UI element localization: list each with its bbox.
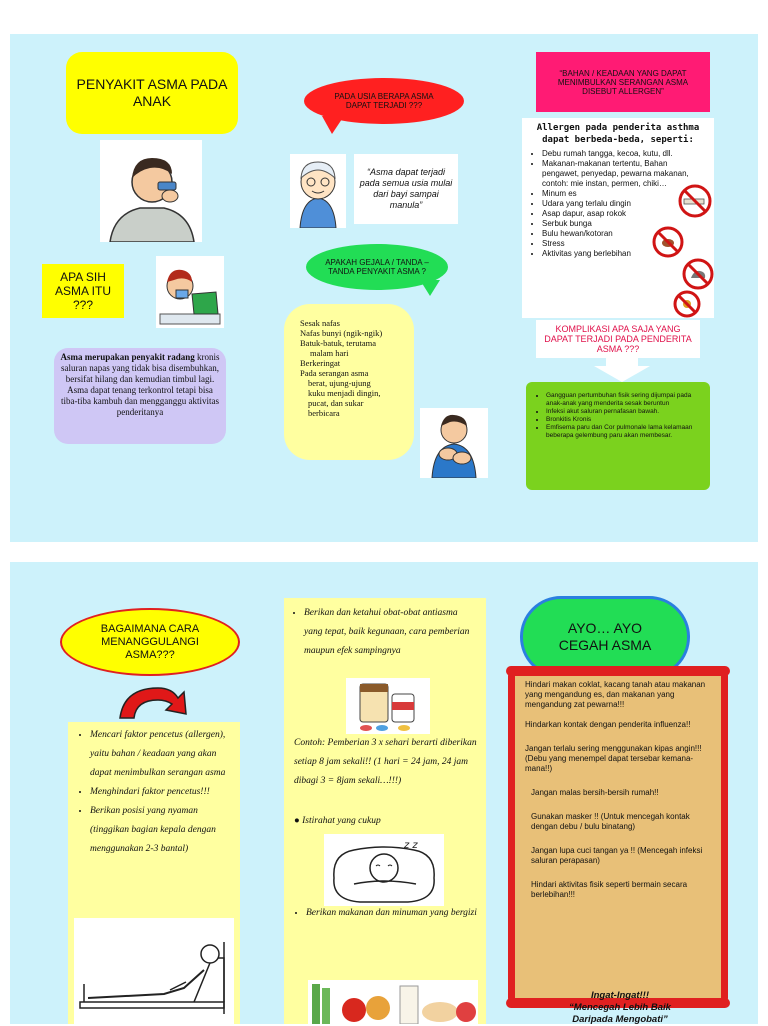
cara-box bbox=[68, 722, 240, 1024]
makanan-text: • Berikan makanan dan minuman yang bergizi bbox=[306, 904, 490, 923]
allergen-list-box bbox=[522, 118, 714, 318]
allergen-heading: Allergen pada penderita asthma dapat berbeda-beda, seperti: bbox=[536, 123, 700, 145]
symptom-line: malam hari bbox=[310, 348, 349, 358]
cegah-scroll bbox=[508, 670, 728, 1004]
cara-item: • Menghindari faktor pencetus!!! bbox=[90, 783, 234, 802]
obat-box bbox=[284, 598, 486, 1024]
symptom-line: kuku menjadi dingin, bbox=[308, 388, 381, 398]
komplikasi-item: • Bronkitis Kronis bbox=[546, 416, 702, 424]
sleeping-person-image bbox=[324, 834, 444, 906]
bagaimana-heading: BAGAIMANA CARA MENANGGULANGI ASMA??? bbox=[100, 622, 200, 661]
allergen-item: • Minum es bbox=[542, 189, 692, 199]
title-bubble bbox=[66, 52, 238, 134]
komplikasi-list bbox=[540, 392, 702, 408]
allergen-item: • Debu rumah tangga, kecoa, kutu, dll. bbox=[542, 149, 702, 159]
symptom-line: Pada serangan asma bbox=[300, 368, 369, 378]
gejala-bubble-tail bbox=[420, 280, 440, 296]
cara-item: • Berikan posisi yang nyaman (tinggikan bagian kepala dengan menggunakan 2-3 bantal) bbox=[90, 802, 234, 859]
allergen-item: • Udara yang terlalu dingin bbox=[542, 199, 692, 209]
cegah-list bbox=[525, 680, 713, 900]
cara-item: • Mencari faktor pencetus (allergen), yaitu bahan / keadaan yang akan dapat menimbulkan serangan asma bbox=[90, 726, 234, 783]
ingat-line: Ingat-Ingat!!! bbox=[590, 990, 650, 1001]
contoh-text: Contoh: Pemberian 3 x sehari berarti diberikan setiap 8 jam sekali!! (1 hari = 24 jam, 24 jam dibagi 3 = 8jam sekali…!!!) bbox=[294, 738, 477, 786]
scroll-top-curl bbox=[506, 666, 730, 676]
usia-bubble-tail bbox=[322, 116, 344, 134]
komplikasi-item: • Emfisema paru dan Cor pulmonale lama kelamaan beberapa gelembung paru akan membesar. bbox=[546, 424, 702, 440]
healthy-food-image bbox=[308, 980, 478, 1024]
grandma-image bbox=[290, 154, 346, 228]
down-arrow-icon bbox=[594, 358, 650, 382]
cegah-item: Hindari makan coklat, kacang tanah atau makanan yang mengandung es, dan makanan yang mengandung zat pewarna!!! bbox=[525, 680, 706, 709]
komplikasi-heading-box bbox=[536, 320, 700, 358]
komplikasi-sublist bbox=[540, 408, 702, 440]
obat-list bbox=[292, 604, 478, 661]
symptom-line: Batuk-batuk, terutama bbox=[300, 338, 377, 348]
usia-answer-box bbox=[354, 154, 458, 224]
resting-person-image bbox=[74, 918, 234, 1024]
cegah-item: Hindarkan kontak dengan penderita influenza!! bbox=[525, 720, 691, 729]
definition-bold: Asma merupakan penyakit radang bbox=[60, 352, 195, 362]
symptom-line: pucat, dan sukar bbox=[308, 398, 364, 408]
allergen-item: • Serbuk bunga bbox=[542, 219, 692, 229]
svg-text:z z: z z bbox=[404, 840, 418, 851]
komplikasi-box bbox=[526, 382, 710, 490]
apa-sih-box bbox=[42, 264, 124, 318]
gejala-question: APAKAH GEJALA / TANDA – TANDA PENYAKIT ASMA ? bbox=[325, 258, 429, 276]
apa-sih-label: APA SIH ASMA ITU ??? bbox=[54, 270, 111, 312]
page-title: PENYAKIT ASMA PADA ANAK bbox=[76, 76, 228, 109]
komplikasi-heading: KOMPLIKASI APA SAJA YANG DAPAT TERJADI PADA PENDERITA ASMA ??? bbox=[544, 324, 692, 354]
cegah-item: Jangan lupa cuci tangan ya !! (Mencegah infeksi saluran perapasan) bbox=[531, 846, 703, 865]
cegah-item: Jangan terlalu sering menggunakan kipas angin!!! (Debu yang menempel dapat tersebar kemana-mana!!) bbox=[525, 744, 702, 773]
ingat-line: Daripada Mengobati” bbox=[572, 1014, 668, 1025]
medicine-image bbox=[346, 678, 430, 734]
makanan-list bbox=[294, 904, 490, 923]
allergen-item: • Stress bbox=[542, 239, 692, 249]
symptoms-box bbox=[284, 304, 414, 460]
allergen-banner bbox=[536, 52, 710, 112]
cara-list bbox=[74, 726, 234, 859]
bagaimana-oval bbox=[60, 608, 240, 676]
cegah-item: Gunakan masker !! (Untuk mencegah kontak dengan debu / bulu binatang) bbox=[531, 812, 690, 831]
allergen-item: • Aktivitas yang berlebihan bbox=[542, 249, 692, 259]
no-dust-icon bbox=[652, 226, 684, 258]
panel-asma-info bbox=[10, 34, 758, 542]
no-animal-icon bbox=[682, 258, 714, 290]
symptom-line: berat, ujung-ujung bbox=[308, 378, 371, 388]
sick-child-image bbox=[156, 256, 224, 328]
boy-inhaler-image bbox=[100, 140, 202, 242]
allergen-item: • Makanan-makanan tertentu, Bahan pengawet, penyedap, pewarna makanan, contoh: mie instan, permen, chiki… bbox=[542, 159, 692, 189]
panel-penanggulangan bbox=[10, 562, 758, 1024]
no-smoking-icon bbox=[678, 184, 712, 218]
symptom-line: Sesak nafas bbox=[300, 318, 340, 328]
cegah-heading: AYO… AYO CEGAH ASMA bbox=[558, 620, 652, 653]
definition-box bbox=[54, 348, 226, 444]
allergen-item: • Bulu hewan/kotoran bbox=[542, 229, 692, 239]
ingat-line: “Mencegah Lebih Baik bbox=[569, 1002, 671, 1013]
definition-text: kronis saluran napas yang tidak bisa disembuhkan, bersifat hilang dan kemudian timbul lagi. Asma dapat tenang terkontrol tetapi bisa tiba-tiba kambuh dan mengganggu aktivitas penderitanya bbox=[61, 352, 220, 417]
obat-text: • Berikan dan ketahui obat-obat antiasma yang tepat, baik kegunaan, cara pemberian maupun efek sampingnya bbox=[304, 604, 478, 661]
symptom-line: Nafas bunyi (ngik-ngik) bbox=[300, 328, 383, 338]
usia-question: PADA USIA BERAPA ASMA DAPAT TERJADI ??? bbox=[334, 92, 434, 110]
istirahat-text: Istirahat yang cukup bbox=[302, 816, 381, 826]
no-pollen-icon bbox=[672, 290, 702, 318]
symptom-line: berbicara bbox=[308, 408, 340, 418]
allergen-item: • Asap dapur, asap rokok bbox=[542, 209, 692, 219]
symptom-line: Berkeringat bbox=[300, 358, 341, 368]
komplikasi-item: • Infeksi akut saluran pernafasan bawah. bbox=[546, 408, 702, 416]
curved-arrow-icon bbox=[114, 680, 194, 724]
istirahat-line: ● Istirahat yang cukup bbox=[294, 816, 381, 826]
cegah-item: Jangan malas bersih-bersih rumah!! bbox=[531, 788, 659, 797]
cegah-item: Hindari aktivitas fisik seperti bermain secara berlebihan!!! bbox=[531, 880, 688, 899]
allergen-banner-text: “BAHAN / KEADAAN YANG DAPAT MENIMBULKAN SERANGAN ASMA DISEBUT ALLERGEN” bbox=[557, 68, 689, 96]
ingat-footer bbox=[530, 990, 710, 1026]
komplikasi-intro: • Gangguan pertumbuhan fisik sering dijumpai pada anak-anak yang menderita sesak beruntun bbox=[546, 392, 702, 408]
coughing-man-image bbox=[420, 408, 488, 478]
usia-answer: “Asma dapat terjadi pada semua usia mulai dari bayi sampai manula” bbox=[359, 167, 453, 210]
